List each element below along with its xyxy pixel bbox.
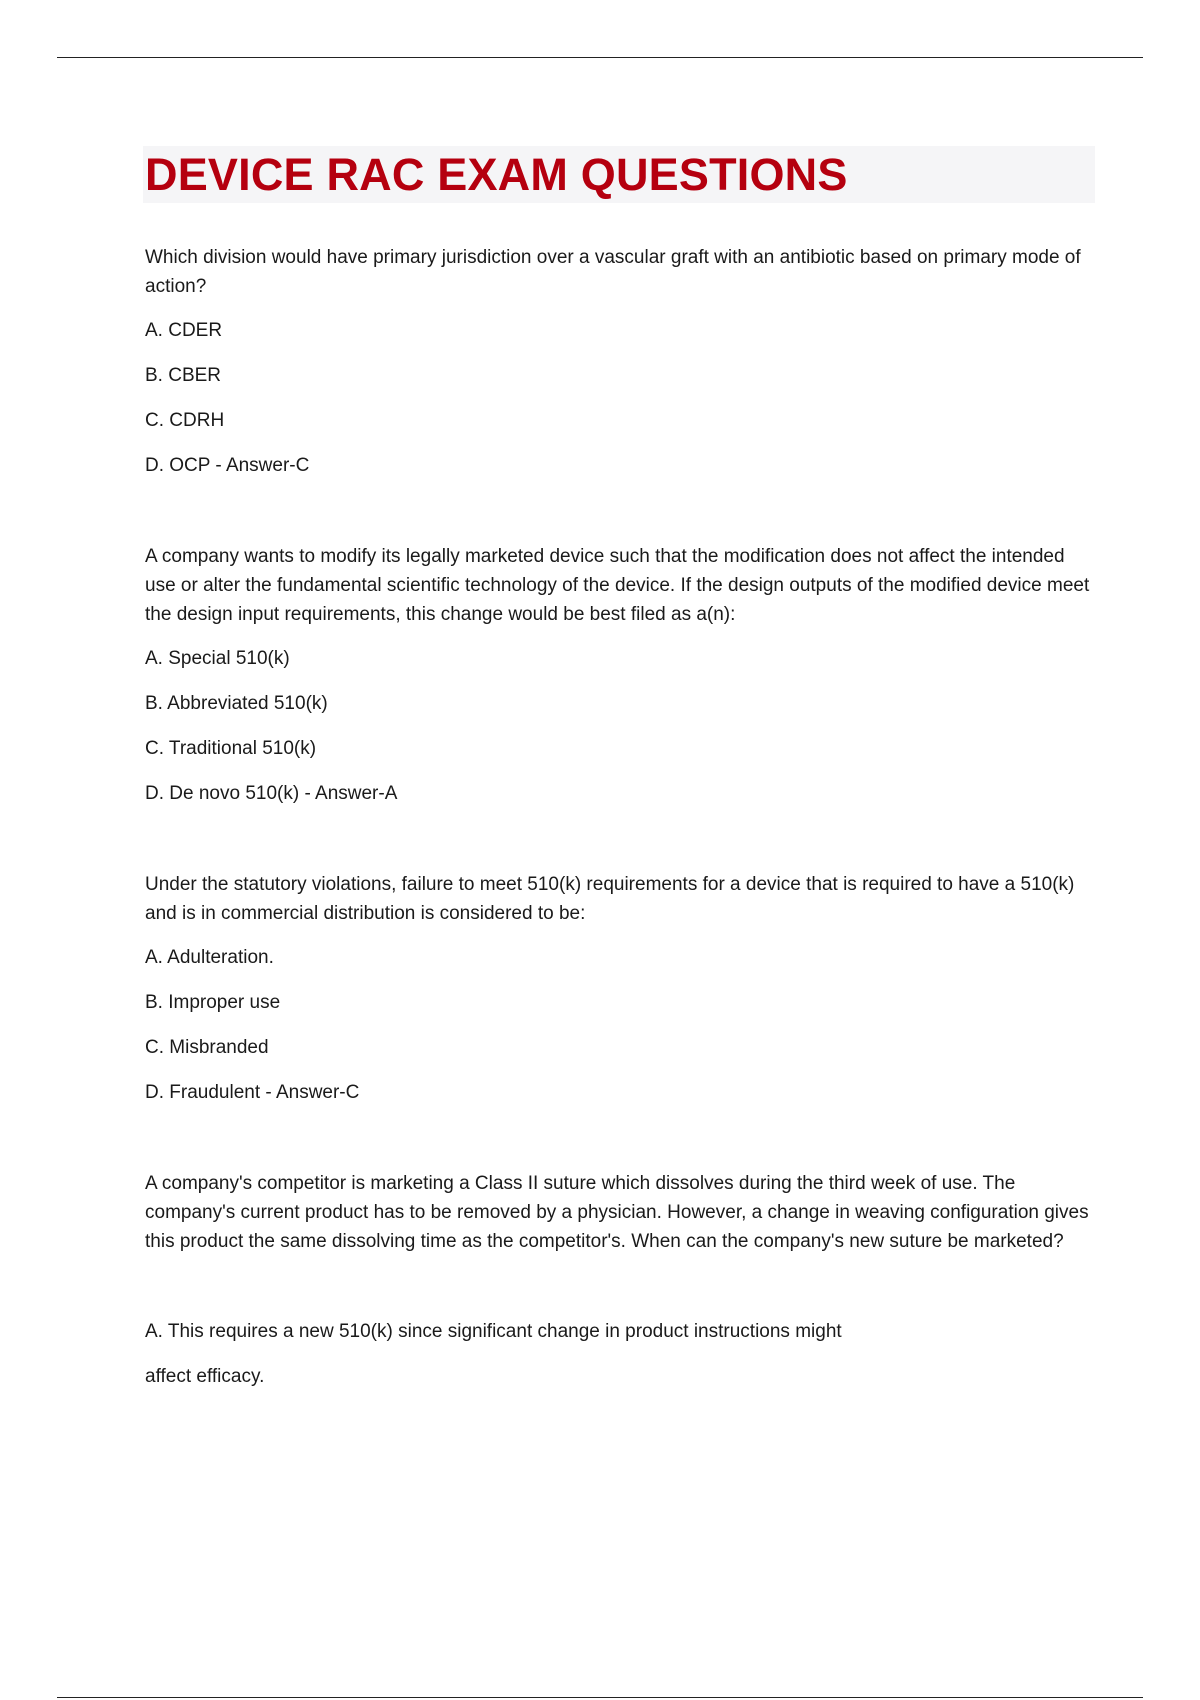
answer-option: A. CDER — [145, 320, 223, 341]
document-body — [145, 146, 1095, 1391]
answer-option: D. Fraudulent - Answer-C — [145, 1082, 360, 1103]
question-text: A company wants to modify its legally marketed device such that the modification does not affect the intended use or alter the fundamental scientific technology of the device. If the design outputs of the modified device meet the design input requirements, this change would be best filed as a(n): — [145, 546, 1090, 625]
answer-option: C. Misbranded — [145, 1037, 269, 1058]
question-block — [145, 870, 1095, 1107]
answer-option: D. De novo 510(k) - Answer-A — [145, 783, 398, 804]
answer-option: B. Improper use — [145, 992, 281, 1013]
answer-option: A. Special 510(k) — [145, 648, 290, 669]
title-band — [143, 146, 1095, 203]
bottom-rule — [57, 1697, 1143, 1698]
question-block — [145, 542, 1095, 808]
answer-option: B. Abbreviated 510(k) — [145, 693, 328, 714]
question-text: A company's competitor is marketing a Class II suture which dissolves during the third week of use. The company's current product has to be removed by a physician. However, a change in weaving configuration gives this product the same dissolving time as the competitor's. When can the company's new suture be marketed? — [145, 1173, 1089, 1252]
question-block — [145, 1169, 1095, 1391]
answer-option-continuation: affect efficacy. — [145, 1366, 265, 1387]
top-rule — [57, 57, 1143, 58]
answer-option: C. Traditional 510(k) — [145, 738, 317, 759]
answer-option: B. CBER — [145, 365, 222, 386]
document-title: DEVICE RAC EXAM QUESTIONS — [145, 149, 848, 200]
question-text: Under the statutory violations, failure to meet 510(k) requirements for a device that is required to have a 510(k) and is in commercial distribution is considered to be: — [145, 874, 1075, 924]
question-block — [145, 243, 1095, 480]
answer-option: C. CDRH — [145, 410, 225, 431]
answer-option: D. OCP - Answer-C — [145, 455, 310, 476]
question-text: Which division would have primary jurisdiction over a vascular graft with an antibiotic based on primary mode of action? — [145, 247, 1081, 297]
answer-option: A. This requires a new 510(k) since significant change in product instructions might — [145, 1321, 842, 1342]
answer-option: A. Adulteration. — [145, 947, 274, 968]
